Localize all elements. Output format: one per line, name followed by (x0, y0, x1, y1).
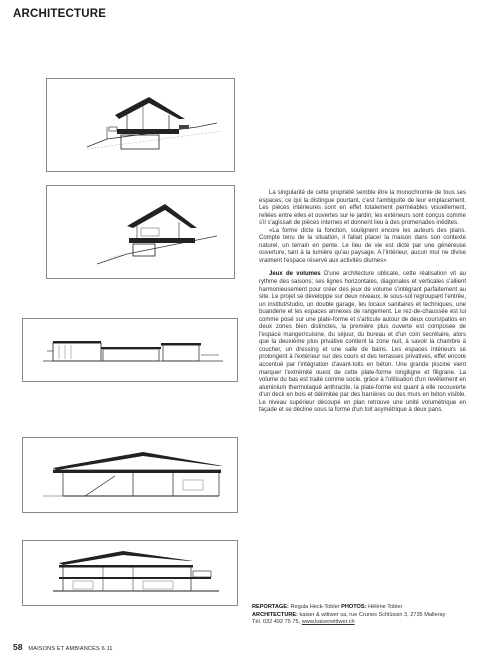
article-body (259, 190, 466, 415)
credits-line-1 (252, 604, 474, 612)
tel-text: Tél. 032 492 75 75, (252, 619, 302, 625)
magazine-name: MAISONS ET AMBIANCES 6.11 (28, 646, 113, 652)
reportage-label: REPORTAGE: (252, 604, 289, 610)
credits-block (252, 604, 474, 627)
article-paragraph-3-text: D'une architecture oblicate, cette réalisation vit au rythme des saisons; ses lignes horizontales, diagonales et verticales s'allient harmonieusement pour créer des jeux de volume s'intégrant parfaitement au site. Le projet se développe sur deux niveaux, le sous-sol regroupant l'entrée, un institut/studio, un double garage, les locaux sanitaires et techniques, une buanderie et les espaces annexes de rangement. Le rez-de-chaussée est lui comme posé sur une plate-forme et s'articule autour de deux cours/patios en deux zones bien distinctes, la première plus ouverte est composée de l'espace manger/cuisine, du séjour, du bureau et d'un coin secrétaire, alors que la deuxième plus privative contient la zone nuit, à savoir la chambre à coucher, un dressing et une salle de bains. Les espaces intérieurs se prolongent à l'extérieur sur des cours et des terrasses privatives, effet encore accentué par l'intégration d'avant-toits en béton. Une grande piscine vient marquer l'extrémité ouest de cette plate-forme longiligne et filigrane. La volume du bas est traité comme socle, grâce à l'utilisation d'un revêtement en aluminium thermolaqué anthracite, la plate-forme est quant à elle recouverte d'un deck en bois et délimitée par des barrières ou des murs en béton visible. Le niveau supérieur découpé en plan retrouve une unité volumétrique en façade et se décline sous la forme d'un toit asymétrique à deux pans. (259, 271, 466, 414)
section-header: ARCHITECTURE (13, 8, 107, 20)
photos-label: PHOTOS: (341, 604, 367, 610)
page-footer (13, 642, 113, 652)
drawing-section-3 (22, 318, 238, 382)
drawing-section-1 (46, 78, 235, 172)
drawing-section-5 (22, 540, 238, 606)
section-drawing-2 (47, 186, 234, 278)
section-drawing-1 (47, 79, 234, 171)
section-drawing-4 (23, 438, 237, 512)
reportage-name: Regula Heck-Tobler (288, 604, 342, 610)
section-drawing-5 (23, 541, 237, 605)
drawing-section-4 (22, 437, 238, 513)
page-number: 58 (13, 642, 23, 652)
article-paragraph-3 (259, 271, 466, 414)
architecture-label: ARCHITECTURE: (252, 611, 298, 618)
photos-name: Hélène Tobler (366, 604, 403, 610)
credits-line-3 (252, 619, 474, 627)
website-link[interactable]: www.kaiserwittwer.ch (301, 619, 355, 625)
drawing-section-2 (46, 185, 235, 279)
article-paragraph-1: La singularité de cette propriété semble être la monochromie de tous ses espaces; ce qui la distingue pourtant, c'est l'ambiguïté de leur emplacement. Les pièces intérieures sont en effet totalement perméables visuellement, reliées entre elles et ouvertes sur le jardin; les extérieurs sont conçus comme s'il s'agissait de pièces internes et donnent lieu à des promenades inédites. (259, 190, 466, 227)
article-paragraph-2: «La forme dicte la fonction, soulignent encore les auteurs des plans. Compte tenu de la situation, il fallait placer la maison dans son contexte naturel, un terrain en pente. Le lieu de vie est dicté par une généreuse ouverture, tant à la lumière qu'au paysage. A l'intérieur, aucun mur ne divise vraiment l'espace réservé aux activités diurnes» (259, 227, 466, 264)
architecture-text: kaiser & wittwer sa, rue Crunes Schlüssin 3, 2735 Malleray (298, 611, 446, 618)
subheading-jeux-de-volumes: Jeux de volumes (269, 271, 321, 278)
credits-line-2 (252, 612, 474, 620)
section-drawing-3 (23, 319, 237, 381)
